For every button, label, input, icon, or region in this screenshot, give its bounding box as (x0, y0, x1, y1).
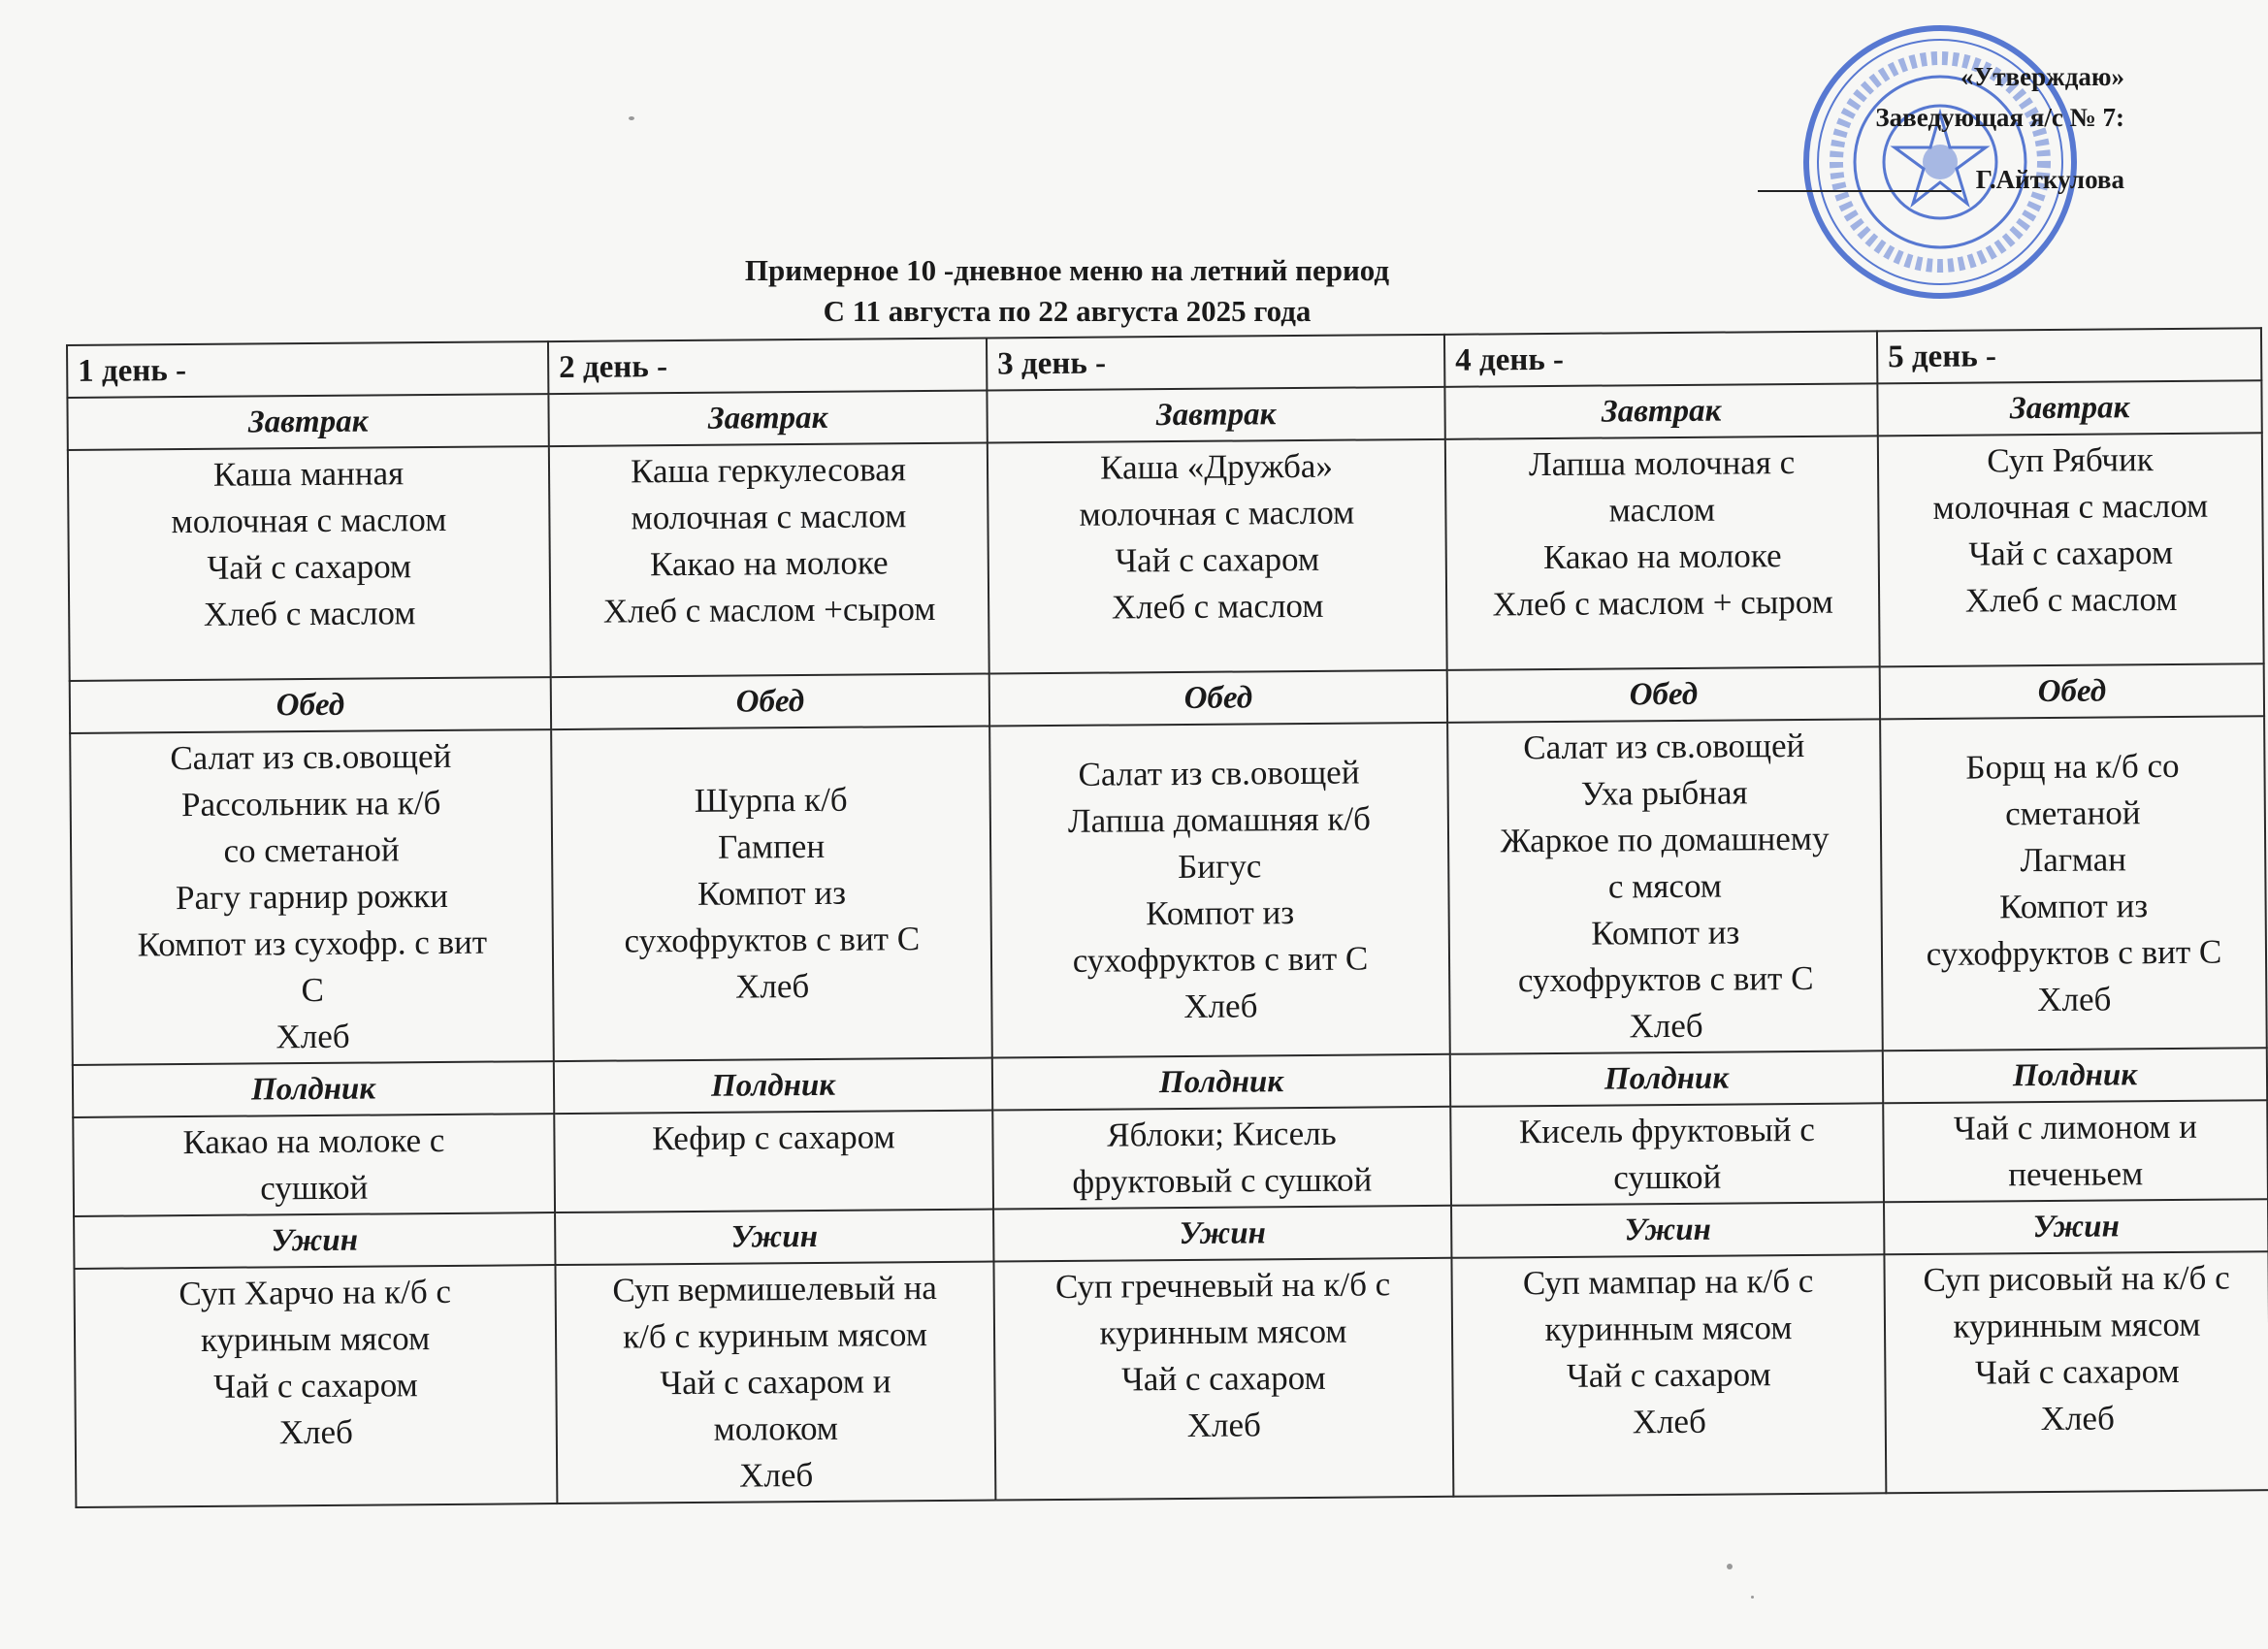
menu-item-line: Суп Рябчик (1987, 440, 2154, 480)
meal-header-breakfast: Завтрак (548, 391, 987, 447)
menu-item-line: Салат из св.овощей (1078, 753, 1360, 793)
day-header: 3 день - (987, 335, 1444, 391)
menu-cell (992, 1107, 1451, 1210)
day-header: 2 день - (548, 339, 987, 395)
menu-item-line: Каша геркулесовая (631, 450, 907, 491)
dinner-row (74, 1251, 2268, 1507)
menu-cell (1445, 436, 1880, 669)
breakfast-row (68, 433, 2264, 681)
scan-speck (629, 116, 634, 120)
menu-item-line: куринным мясом (1099, 1311, 1347, 1352)
approval-name: Г.Айткулова (1975, 165, 2124, 194)
menu-cell (549, 443, 989, 678)
title-line-2: С 11 августа по 22 августа 2025 года (823, 294, 1312, 328)
menu-item-line: молочная с маслом (1079, 493, 1355, 534)
menu-item-line: фруктовый с сушкой (1072, 1160, 1373, 1201)
menu-item-line: Рагу гарнир рожки (175, 876, 449, 918)
menu-item-line: Хлеб (2040, 1399, 2115, 1439)
snack-row (73, 1100, 2268, 1216)
menu-cell (1450, 1103, 1884, 1205)
menu-item-line: сушкой (1613, 1157, 1722, 1197)
menu-item-line: Лапша домашняя к/б (1067, 799, 1372, 840)
meal-header-lunch: Обед (551, 674, 989, 730)
menu-item-line: Борщ на к/б со (1965, 746, 2180, 787)
menu-item-line: сухофруктов с вит С (624, 920, 921, 960)
menu-item-line: Чай с сахаром (1968, 533, 2174, 573)
menu-item-line: куриным мясом (200, 1319, 431, 1359)
menu-cell (73, 1114, 555, 1216)
menu-item-line: Шурпа к/б (694, 780, 848, 820)
menu-item-line: Суп рисовый на к/б с (1923, 1258, 2230, 1299)
menu-item-line: Жаркое по домашнему (1500, 819, 1830, 860)
approval-heading: «Утверждаю» (1960, 62, 2124, 91)
menu-item-line: Какао на молоке с (182, 1120, 445, 1162)
menu-item-line: Компот из (1146, 893, 1295, 933)
menu-item-line: молоком (713, 1408, 839, 1448)
menu-item-line: Хлеб с маслом (1964, 579, 2178, 620)
menu-item-line: молочная с маслом (171, 500, 447, 541)
day-header: 4 день - (1444, 331, 1877, 387)
menu-item-line: Чай с лимоном и (1953, 1107, 2198, 1148)
menu-item-line: Чай с сахаром (212, 1366, 418, 1406)
menu-item-line: Суп мампар на к/б с (1522, 1261, 1814, 1303)
menu-cell (1883, 1100, 2268, 1202)
menu-item-line: Салат из св.овощей (1523, 726, 1805, 767)
meal-header-dinner: Ужин (993, 1206, 1451, 1262)
meal-header-dinner: Ужин (555, 1210, 993, 1266)
meal-header-lunch: Обед (1447, 666, 1880, 723)
menu-cell (993, 1258, 1453, 1501)
menu-cell (1884, 1251, 2268, 1493)
menu-item-line: Какао на молоке (1542, 536, 1782, 577)
day-header: 1 день - (67, 341, 548, 398)
menu-item-line: Суп вермишелевый на (612, 1268, 938, 1310)
menu-cell (551, 727, 992, 1062)
meal-header-lunch: Обед (1880, 663, 2264, 719)
menu-item-line: маслом (1608, 490, 1716, 530)
meal-header-dinner: Ужин (1451, 1202, 1884, 1258)
menu-cell (988, 439, 1447, 674)
menu-item-line: со сметаной (223, 830, 400, 870)
menu-item-line: Каша «Дружба» (1100, 446, 1334, 487)
menu-cell (1447, 719, 1883, 1053)
menu-item-line: Гампен (717, 826, 826, 866)
menu-item-line: Хлеб (2037, 980, 2112, 1019)
menu-cell (554, 1111, 993, 1213)
menu-cell (1880, 716, 2267, 1051)
menu-item-line: Лапша молочная с (1528, 443, 1796, 484)
menu-item-line: с мясом (1607, 866, 1723, 906)
menu-item-line: Хлеб с маслом + сыром (1492, 582, 1833, 624)
menu-item-line: молочная с маслом (631, 497, 907, 537)
menu-item-line: Чай с сахаром (1115, 539, 1320, 580)
menu-cell (1878, 433, 2264, 666)
menu-item-line: Какао на молоке (649, 543, 889, 584)
menu-item-line: сухофруктов с вит С (1517, 958, 1814, 1000)
meal-header-breakfast: Завтрак (1877, 380, 2261, 436)
menu-item-line: Компот из (697, 873, 847, 913)
menu-item-line: Чай с сахаром и (660, 1362, 891, 1403)
meal-header-dinner: Ужин (1884, 1199, 2268, 1254)
menu-item-line: С (301, 970, 325, 1010)
menu-item-line: куринным мясом (1953, 1305, 2201, 1345)
menu-item-line: Суп Харчо на к/б с (178, 1272, 452, 1313)
menu-item-line: печеньем (2008, 1154, 2144, 1194)
meal-header-snack: Полдник (1450, 1051, 1883, 1107)
approval-block (1736, 56, 2124, 200)
menu-item-line: Кисель фруктовый с (1518, 1110, 1816, 1151)
meal-header-snack: Полдник (73, 1061, 554, 1117)
menu-item-line: Хлеб (738, 1455, 814, 1495)
signature-line (1758, 190, 1961, 192)
meal-header-snack: Полдник (554, 1058, 992, 1115)
menu-item-line: Бигус (1178, 847, 1262, 887)
menu-item-line: Хлеб (278, 1412, 354, 1452)
menu-cell (68, 446, 551, 681)
menu-item-line: Хлеб (1186, 1406, 1261, 1444)
menu-item-line: Чай с сахаром (1120, 1358, 1326, 1399)
menu-item-line: сухофруктов с вит С (1072, 939, 1369, 980)
menu-item-line: Компот из (1998, 887, 2149, 926)
meal-header-lunch: Обед (70, 677, 551, 733)
approval-position: Заведующая я/с № 7: (1875, 103, 2124, 132)
menu-item-line: Уха рыбная (1580, 773, 1748, 813)
menu-cell (70, 729, 554, 1065)
menu-item-line: сушкой (260, 1168, 369, 1208)
meal-header-snack: Полдник (992, 1054, 1450, 1111)
title-line-1: Примерное 10 -дневное меню на летний период (744, 253, 1390, 287)
menu-item-line: Лагман (2020, 840, 2127, 880)
menu-item-line: Хлеб (275, 1017, 350, 1056)
meal-header-breakfast: Завтрак (67, 394, 548, 450)
meal-header-lunch: Обед (989, 670, 1447, 727)
menu-item-line: Рассольник на к/б (180, 783, 441, 824)
menu-item-line: Суп гречневый на к/б с (1054, 1265, 1391, 1307)
menu-item-line: молочная с маслом (1932, 486, 2209, 527)
day-header: 5 день - (1877, 328, 2261, 383)
page-title (582, 250, 1552, 332)
menu-cell (74, 1265, 557, 1507)
menu-item-line: сухофруктов с вит С (1926, 932, 2222, 973)
meal-header-snack: Полдник (1883, 1048, 2267, 1103)
menu-item-line: Хлеб с маслом (203, 594, 416, 633)
meal-header-breakfast: Завтрак (1444, 383, 1877, 439)
menu-item-line: Хлеб с маслом (1111, 586, 1324, 627)
menu-item-line: Хлеб с маслом +сыром (602, 589, 936, 630)
menu-item-line: Кефир с сахаром (652, 1117, 895, 1158)
menu-cell (989, 723, 1450, 1058)
meal-header-breakfast: Завтрак (987, 387, 1444, 443)
menu-item-line: Хлеб (1629, 1006, 1703, 1046)
menu-item-line: Компот из (1591, 913, 1740, 953)
menu-item-line: Салат из св.овощей (170, 736, 452, 778)
scan-speck (1727, 1564, 1733, 1569)
menu-item-line: Чай с сахаром (207, 547, 412, 587)
menu-table (66, 327, 2268, 1508)
approval-signature (1736, 159, 2124, 200)
menu-item-line: Хлеб (735, 967, 810, 1006)
menu-item-line: к/б с куриным мясом (623, 1315, 928, 1356)
meal-header-dinner: Ужин (74, 1212, 555, 1269)
menu-item-line: Каша манная (212, 454, 405, 494)
menu-cell (1451, 1254, 1886, 1496)
lunch-row (70, 716, 2267, 1065)
menu-item-line: сметаной (2004, 793, 2141, 833)
menu-item-line: Чай с сахаром (1974, 1351, 2180, 1392)
menu-item-line: Хлеб (1183, 986, 1258, 1025)
menu-item-line: Чай с сахаром (1566, 1355, 1771, 1395)
menu-item-line: Хлеб (1632, 1402, 1706, 1441)
menu-item-line: Яблоки; Кисель (1107, 1114, 1337, 1154)
menu-item-line: Компот из сухофр. с вит (137, 922, 488, 964)
scan-speck (1751, 1596, 1754, 1599)
menu-item-line: куринным мясом (1544, 1309, 1793, 1349)
menu-cell (555, 1262, 995, 1504)
